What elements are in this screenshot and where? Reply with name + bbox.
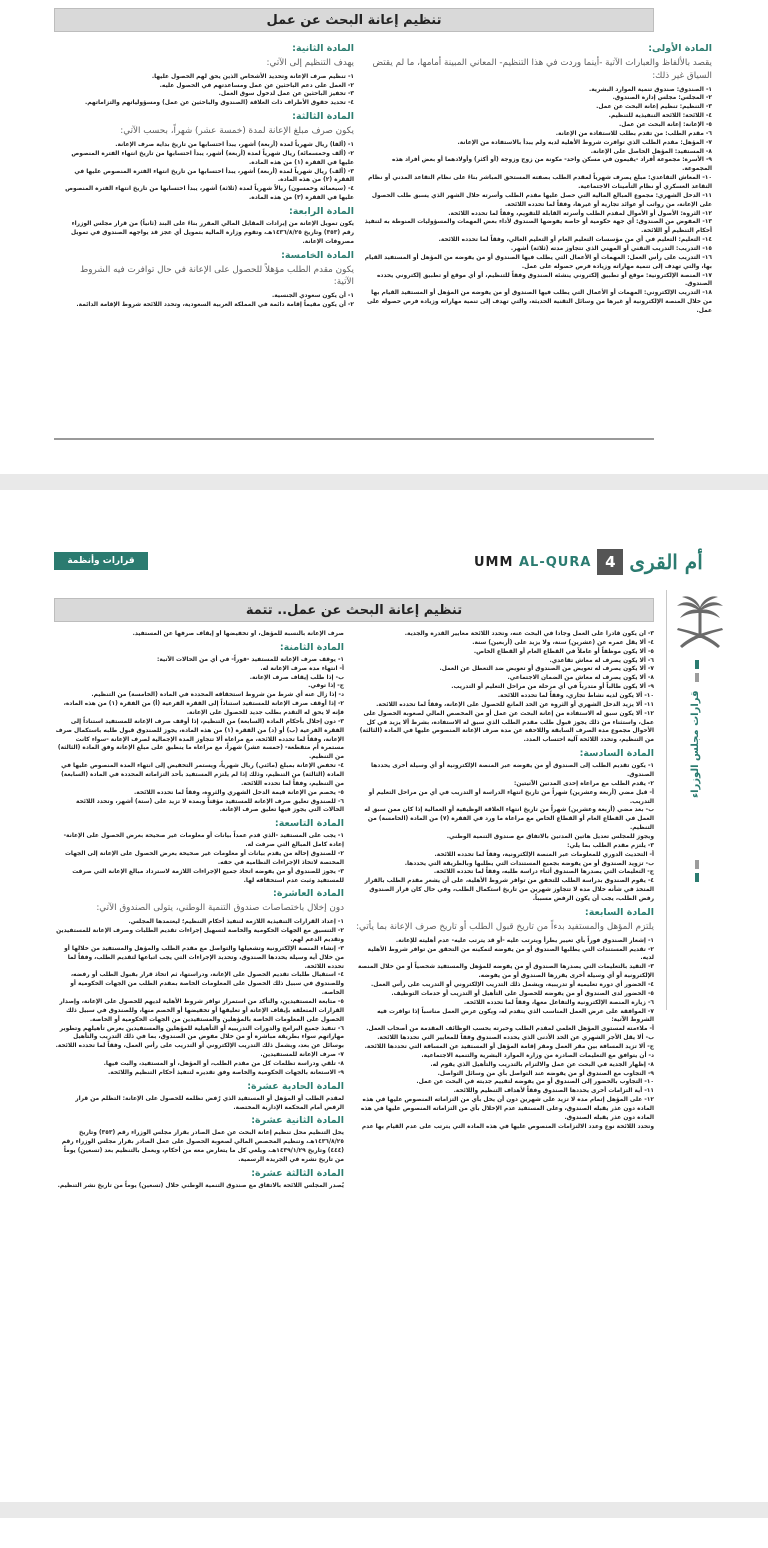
article-item: ١٠- التجاوب بالحضور إلى الصندوق أو من يفوضه لتقييم جديته في البحث عن عمل. [416, 1079, 654, 1086]
article-item: ٧- المؤهل: مقدم الطلب الذي توافرت شروط الأهلية لديه ولم يبدأ بالاستفادة من الإعانة. [457, 139, 712, 146]
left-column [58, 40, 354, 432]
article-item: ٢- إذا أوقف صرف الإعانة للمستفيد استناداً إلى الفقرة الفرعية (أ) من الفقرة (١) من هذه المادة، فإنه لا يحق له التقدم بطلب جديد للحصول على الإعانة. [63, 701, 344, 717]
article-heading: المادة الثالثة: [292, 111, 354, 123]
article-items [58, 141, 354, 203]
side-marks [695, 860, 699, 886]
article-item: ٨- تلقي ودراسة تظلمات كل من مقدم الطلب، أو المؤهل، أو المستفيد، والبت فيها. [103, 1060, 344, 1067]
article-item: أ- ملاءمته لمستوى المؤهل العلمي لمقدم الطلب وخبرته بحسب الوظائف المقدمة من أصحاب العمل. [366, 1026, 654, 1033]
article-item: ٤- يقوم الصندوق بدراسة الطلب للتحقق من توافر شروط الأهلية، على أن يشعر مقدم الطلب بالقرار المتخذ في شأنه خلال مدة لا تتجاوز شهرين من تاريخ استكمال الطلب، وفي حال كان قرار الصندوق رفض الطلب، يجب أن يكون الرفض مسبباً. [364, 878, 654, 903]
article-item: ج- التعليمات التي يصدرها الصندوق أثناء دراسة طلبه، وفقاً لما تحدده اللائحة. [433, 869, 654, 876]
article-item: ب- ألا يقل الأجر الشهري عن الحد الأدنى الذي يحدده الصندوق وفقاً للمعايير التي تحددها اللائحة. [377, 1035, 654, 1042]
article-item: ب- إذا طلب إيقاف صرف الإعانة. [249, 674, 344, 681]
article-item: ١٨- التدريب الإلكتروني: المهمات أو الأعمال التي يطلب فيها الصندوق أو من يفوضه من المؤهل أو المستفيد القيام بها من خلال المنصة الإلكترونية أو غيرها من وسائل التقنية الحديثة، والتي تهدف إلى تنمية مهاراته وزيادة فرص حصوله على عمل. [367, 290, 712, 314]
side-label: قرارات مجلس الوزراء [690, 690, 701, 798]
article-item: ٣- (ألف) ريال شهرياً لمدة (أربعة) أشهر، يبدأ احتسابها من تاريخ انتهاء الفترة المنصوص عليها في الفقرة (٢) من هذه المادة. [74, 168, 354, 184]
article-item: ب- تزويد الصندوق أو من يفوضه بجميع المستندات التي يطلبها وبالطريقة التي يحددها. [404, 860, 654, 867]
side-marks [695, 660, 699, 686]
article-intro: يكون مقدم الطلب مؤهلاً للحصول على الإعانة في حال توافرت فيه الشروط الآتية: [80, 264, 354, 288]
masthead-arabic: أم القرى [629, 550, 703, 574]
article-items [54, 1182, 344, 1191]
left-column [54, 630, 344, 1470]
article-items [354, 937, 654, 1132]
right-column [364, 40, 712, 432]
article-item: ٨- المستفيد: المؤهل الحاصل على الإعانة. [590, 148, 712, 155]
article-heading: المادة الثانية عشرة: [251, 1115, 344, 1127]
section-badge: قرارات وأنظمة [54, 552, 148, 570]
article-item: ٣- دون إخلال بأحكام المادة (السابعة) من التنظيم، إذا أوقف صرف الإعانة للمستفيد استناداً إلى الفقرة الفرعية (ب) أو (د) من الفقرة (١) من هذه المادة، يجوز للصندوق قبول طلبه باستكمال صرف الإعانة، وفقاً لما تحدده اللائحة، مع مراعاة ألا تتجاوز المدة الإجمالية لصرف الإعانة -سواء كانت مستمرة أم متقطعة- (خمسة عشر) شهراً، مع مراعاة ما ينطبق على مبلغ الإعانة وفق المادة (الثالثة) من التنظيم. [55, 718, 344, 761]
article-item: ١٢- على المؤهل إتمام مدة لا تزيد على شهرين دون أن يخل بأي من التزاماته المنصوص عليها في هذه المادة دون عذر يقبله الصندوق، وعلى المستفيد عدم الإخلال بأي من التزاماته المنصوص عليها في هذه المادة دون عذر يقبله الصندوق. [360, 1097, 654, 1121]
article-item: ١- يوقف صرف الإعانة للمستفيد -فوراً- في أي من الحالات الآتية: [157, 656, 344, 663]
article-heading: المادة الثامنة: [279, 641, 344, 653]
article-item: ١٣- المفوض من الصندوق: أي جهة حكومية أو خاصة يفوضها الصندوق لأداء بعض المهمات والمسؤوليات المنوطة به لتنفيذ أحكام التنظيم أو اللائحة. [364, 219, 712, 235]
divider [54, 438, 654, 440]
article-item: ٣- يجوز للصندوق أو من يفوضه اتخاذ جميع الإجراءات اللازمة لاسترداد مبالغ الإعانة التي صرفت للمستفيد وثبت عدم استحقاقه لها. [72, 868, 344, 884]
article-items [354, 630, 654, 745]
article-item: أ- التحديث الدوري للمعلومات عبر المنصة الإلكترونية، وفقاً لما تحدده اللائحة. [434, 851, 654, 858]
article-heading: المادة الحادية عشرة: [247, 1080, 344, 1092]
article-item: د- إذا زال عنه أي شرط من شروط استحقاقه المحددة في المادة (الخامسة) من التنظيم. [91, 692, 344, 699]
article-item: ٧- ألا يكون يصرف له تعويض من الصندوق أو تعويض ضد التعطل عن العمل. [439, 666, 654, 673]
article-intro: دون إخلال باختصاصات صندوق التنمية الوطني، يتولى الصندوق الآتي: [96, 903, 344, 914]
article-item: ٥- متابعة المستفيدين، والتأكد من استمرار توافر شروط الأهلية لديهم للحصول على الإعانة، وإصدار القرارات المتعلقة بإيقاف الإعانة أو تعليقها أو تخفيضها أو الخصم منها، وللصندوق في سبيل ذلك الحصول على المعلومات الخاصة بالمؤهلين والمستفيدين من الجهات الحكومية أو الخاصة. [59, 998, 344, 1023]
article-item: ٤- تخفض الإعانة بمبلغ (مائتي) ريال شهرياً، ويستمر التخفيض إلى انتهاء المدة المنصوص عليها في المادة (الثالثة) من التنظيم، وذلك إذا لم يلتزم المستفيد بأحد التزاماته المحددة في المادة (السابعة) من التنظيم، وفقاً لما تحدده اللائحة. [61, 763, 344, 787]
article-item: وتحدد اللائحة نوع وعدد الالتزامات المنصوص عليها في هذه المادة التي يترتب على عدم القيام بها عدم [361, 1123, 654, 1130]
article-intro: يكون صرف مبلغ الإعانة لمدة (خمسة عشر) شهراً، بحسب الآتي: [120, 126, 354, 137]
article-heading: المادة السابعة: [584, 906, 654, 918]
masthead-english [474, 555, 591, 570]
article-item: ٤- الحضور أي دورة تعليمية أو تدريبية، ويشمل ذلك التدريب الإلكتروني أو التدريب على رأس العمل. [370, 981, 654, 988]
article-items [54, 1129, 344, 1164]
article-heading: المادة العاشرة: [273, 888, 344, 900]
article-item: يكون تمويل الإعانة من إيرادات المقابل المالي المقرر بناءً على البند (ثانياً) من قرار مجلس الوزراء رقم (٣٥٣) وتاريخ ١٤٣٦/٨/٢٥هـ، وتقوم وزارة المالية بتمويل أي عجز قد يواجهه الصندوق في تمويل مصروفات الإعانة. [70, 220, 354, 245]
article-items [364, 86, 712, 316]
article-item: ٩- الاستعانة بالجهات الحكومية والخاصة وفق تقديره لتنفيذ أحكام التنظيم واللائحة. [108, 1069, 344, 1076]
article-item: ١١- ألا يزيد الدخل الشهري أو الثروة عن الحد المانع للحصول على الإعانة، وفقاً لما تحدده اللائحة. [376, 701, 654, 708]
article-item: ٩- الأسرة: مجموعة أفراد -يقيمون في مسكن واحد- مكونة من زوج وزوجة (أو أكثر) وأولادهما أو بعض أفراد هذه المجموعة. [391, 157, 712, 173]
article-item: ٢- العمل على دعم الباحثين عن عمل ومساعدتهم في الحصول عليه. [159, 82, 354, 89]
article-item: ١- إعداد القرارات التنفيذية اللازمة لتنفيذ أحكام التنظيم؛ ليعتمدها المجلس. [128, 919, 344, 926]
article-heading: المادة الثالثة عشرة: [251, 1167, 344, 1179]
article-item: ٢- أن يكون مقيماً إقامة دائمة في المملكة العربية السعودية، وتحدد اللائحة شروط الإقامة الدائمة. [76, 301, 354, 308]
document-page-3 [10, 1518, 758, 1548]
article-item: ج- ألا تزيد المسافة بين مقر العمل ومقر إقامة المؤهل أو المستفيد عن المسافة التي تحددها اللائحة. [364, 1043, 654, 1050]
article-items [354, 762, 654, 904]
article-item: ٩- التجاوب مع الصندوق أو من يفوضه عند التواصل بأي من وسائل التواصل. [437, 1070, 654, 1077]
article-item: ١- الصندوق: صندوق تنمية الموارد البشرية. [588, 86, 712, 93]
article-item: ٣- أن يكون قادراً على العمل وجاداً في البحث عنه، وتحدد اللائحة معايير القدرة والجدية. [404, 631, 654, 637]
article-item: ٣- إنشاء المنصة الإلكترونية وتشغيلها والتواصل مع مقدم الطلب والمؤهل والمستفيد من خلالها أو من خلال أية وسيلة يحددها الصندوق، وتحديد الإجراءات التي يجب اتباعها لتقديم الطلب، وفقاً لما تحدده اللائحة. [64, 945, 344, 970]
article-item: ٤- ألا يقل عمره عن (عشرين) سنة، ولا يزيد على (أربعين) سنة. [472, 639, 654, 646]
page-number: 4 [597, 549, 623, 575]
article-item: ١- أن يكون سعودي الجنسية. [272, 293, 354, 300]
article-item: ٢- يقدم الطلب مع مراعاة إحدى المدتين الآتيتين: [514, 780, 654, 787]
article-item: ٧- صرف الإعانة للمستفيدين. [260, 1052, 344, 1059]
article-item: ١٤- التعليم: التعليم في أي من مؤسسات التعليم العام أو التعليم العالي، وفقاً لما تحدده اللائحة. [438, 237, 712, 244]
article-item: د- أن يتوافق مع التعليمات الصادرة من وزارة الموارد البشرية والتنمية الاجتماعية. [421, 1052, 654, 1059]
article-item: ويجوز للمجلس تعديل هاتين المدتين بالاتفاق مع صندوق التنمية الوطني. [446, 834, 654, 841]
article-item: ١- إشعار الصندوق فوراً بأي تغيير يطرأ ويترتب عليه -أو قد يترتب عليه- عدم أهليته للإعانة. [395, 937, 654, 944]
page-title: تنظيم إعانة البحث عن عمل.. تتمة [54, 598, 654, 622]
article-item: ٥- ألا يكون موظفاً أو عاملاً في القطاع العام أو القطاع الخاص. [473, 648, 654, 655]
article-item: ج- إذا توفي. [308, 683, 344, 690]
page-gap [0, 1502, 768, 1518]
page-title: تنظيم إعانة البحث عن عمل [54, 8, 654, 32]
article-item: ٦- للصندوق تعليق صرف الإعانة للمستفيد مؤقتاً وبمدة لا تزيد على (ستة) أشهر، وتحدد اللائحة الحالات التي يجوز فيها تعليق صرف الإعانة. [75, 798, 344, 814]
article-item: ٤- (سبعمائة وخمسون) ريالاً شهرياً لمدة (ثلاثة) أشهر، يبدأ احتسابها من تاريخ انتهاء الفترة المنصوص عليها في الفقرة (٣) من هذه المادة. [65, 186, 354, 202]
article-items [54, 656, 344, 815]
article-item: ٤- اللائحة: اللائحة التنفيذية للتنظيم. [608, 113, 712, 120]
article-item: ٥- الإعانة: إعانة البحث عن عمل. [618, 121, 712, 128]
article-item: ١٠- ألا يكون لديه نشاط تجاري، وفقاً لما تحدده اللائحة. [497, 693, 654, 700]
article-item: ب- بعد مضي (أربعة وعشرين) شهراً من تاريخ انتهاء العلاقة الوظيفية أو العمالية إذا كان ممن سبق له العمل في القطاع العام أو القطاع الخاص مع مراعاة ما ورد في الفقرة (٧) من المادة (الخامسة) من التنظيم. [364, 807, 654, 832]
side-strip [666, 590, 758, 1010]
right-column [354, 630, 654, 1470]
article-item: ٩- ألا يكون طالباً أو متدرباً في أي مرحلة من مراحل التعليم أو التدريب. [451, 684, 654, 691]
article-item: ٤- تحديد حقوق الأطراف ذات العلاقة (الصندوق والباحثين عن عمل) ومسؤولياتهم والتزاماتهم. [84, 100, 354, 107]
article-item: ٤- استقبال طلبات تقديم الحصول على الإعانة، ودراستها، ثم اتخاذ قرار بقبول الطلب أو رفضه، وللصندوق في سبيل ذلك الحصول على المعلومات الخاصة بمقدم الطلب من الجهات الحكومية أو الخاصة. [70, 972, 344, 997]
article-intro: يهدف التنظيم إلى الآتي: [266, 58, 354, 68]
article-item: ١١- أية التزامات أخرى يحددها الصندوق وفقاً لأهداف التنظيم واللائحة. [453, 1088, 654, 1095]
article-item: ٦- تنفيذ جميع البرامج والدورات التدريبية أو التأهيلية للمؤهلين والمستفيدين بغرض تأهيلهم وتطوير مهاراتهم سواء بطريقة مباشرة أو من خلال مفوض من الصندوق، بما في ذلك التدريب والتأهيل بوسائل عن بعد، ويشمل ذلك التدريب الإلكتروني أو التدريب على رأس العمل، وفقاً لما تحدده اللائحة. [55, 1025, 344, 1050]
article-item: ٦- مقدم الطلب: من تقدم بطلب للاستفادة من الإعانة. [555, 130, 712, 137]
article-heading: المادة التاسعة: [274, 818, 344, 830]
article-item: ٣- يلتزم مقدم الطلب بما يلي: [567, 842, 654, 849]
article-item: ٥- الحضور لدى الصندوق أو من يفوضه للحصول على التأهيل أو التدريب أو خدمات التوظيف. [391, 990, 654, 997]
article-heading: المادة الرابعة: [288, 205, 354, 217]
article-item: ١٧- المنصة الإلكترونية: موقع أو تطبيق إلكتروني ينشئه الصندوق وفقاً للتنظيم، أو أي موقع أو تطبيق إلكتروني يحدده الصندوق. [376, 272, 712, 288]
masthead-english-b: AL-QURA [518, 554, 592, 570]
article-item: ١١- الدخل الشهري: مجموع المبالغ المالية التي حصل عليها مقدم الطلب وأسرته خلال الشهر الذي يسبق طلب الحصول على الإعانة، من رواتب أو عوائد تجارية أو غيرها، وفقاً لما تحدده اللائحة. [371, 192, 712, 208]
article-item: ٢- للصندوق إحالة من يقدم بيانات أو معلومات غير صحيحة بغرض الحصول على الإعانة إلى الجهات المختصة لاتخاذ الإجراءات النظامية في حقه. [64, 851, 344, 866]
article-items [54, 918, 344, 1077]
article-items [58, 73, 354, 108]
article-heading: المادة الثانية: [292, 43, 354, 54]
article-item: ٦- زيارة المنصة الإلكترونية والتفاعل معها، وفقاً لما تحدده اللائحة. [463, 999, 654, 1006]
article-item: يُصدر المجلس اللائحة بالاتفاق مع صندوق التنمية الوطني خلال (تسعين) يوماً من تاريخ نشر التنظيم. [57, 1182, 344, 1189]
article-item: ١٠- المعاش التقاعدي: مبلغ يصرف شهرياً لمقدم الطلب بصفته المستحق المباشر بناءً على نظام التقاعد المدني أو نظام التقاعد العسكري أو نظام التأمينات الاجتماعية. [368, 175, 712, 190]
article-item: أ- قبل مضي (أربعة وعشرين) شهراً من تاريخ انتهاء الدراسة أو التدريب في أي من مراحل التعليم أو التدريب. [368, 789, 654, 805]
article-item: ١- تنظيم صرف الإعانة وتحديد الأشخاص الذين يحق لهم الحصول عليها. [151, 73, 354, 80]
article-item: يحل التنظيم محل تنظيم إعانة البحث عن عمل الصادر بقرار مجلس الوزراء رقم (٣٥٣) وتاريخ ١٤٣٦/٨/٢٥هـ، وتنظيم المخصص المالي لصعوبة الحصول على عمل الصادر بقرار مجلس الوزراء رقم (٤٤٤) وتاريخ ١٤٣٩/١/٢٩هـ، ويلغي كل ما يتعارض معه من أحكام، ويعمل بالتنظيم بعد (تسعين) يوماً من تاريخ نشره في الجريدة الرسمية. [61, 1130, 344, 1163]
article-item: ١- (ألفا) ريال شهرياً لمدة (أربعة) أشهر، يبدأ احتسابها من تاريخ بداية صرف الإعانة. [115, 141, 354, 148]
document-page-1 [10, 0, 758, 474]
article-item: ١- يجب على المستفيد -الذي قدم عمداً بيانات أو معلومات غير صحيحة بغرض الحصول على الإعانة- إعادة كامل المبالغ التي صرفت له. [63, 833, 344, 849]
article-item: ١- يكون تقديم الطلب إلى الصندوق أو من يفوضه عبر المنصة الإلكترونية أو أي وسيلة أخرى يحددها الصندوق. [371, 763, 654, 779]
article-item: ٣- التقيد بالتعليمات التي يصدرها الصندوق أو من يفوضه للمؤهل والمستفيد شخصياً أو من خلال المنصة الإلكترونية أو أي وسيلة أخرى يقررها الصندوق أو من يفوضه. [357, 964, 654, 980]
article-intro: يلتزم المؤهل والمستفيد بدءاً من تاريخ قبول الطلب أو تاريخ صرف الإعانة بما يأتي: [356, 921, 654, 932]
article-item: ٥- يخصم من الإعانة قيمة الدخل الشهري والثروة، وفقاً لما تحدده اللائحة. [134, 789, 344, 796]
document-page-2 [10, 490, 758, 1502]
article-intro: يقصد بالألفاظ والعبارات الآتية -أينما وردت في هذا التنظيم- المعاني المبينة أمامها، ما لم يقتض السياق غير ذلك: [372, 58, 712, 81]
article-item: ٨- ألا يكون يصرف له معاش من الضمان الاجتماعي. [507, 675, 654, 682]
article-items [58, 220, 354, 247]
article-heading: المادة الخامسة: [281, 249, 354, 261]
article-item: ٣- تحفيز الباحثين عن عمل لدخول سوق العمل. [218, 91, 354, 98]
article-item: لمقدم الطلب أو المؤهل أو المستفيد الذي رُفض تظلمه للحصول على الإعانة: التظلم من قرار الرفض أمام المحكمة الإدارية المختصة. [75, 1095, 344, 1111]
article-item: ٢- المجلس: مجلس إدارة الصندوق. [612, 95, 712, 102]
article-item: ٢- التنسيق مع الجهات الحكومية والخاصة لتسهيل إجراءات تقديم الطلبات وصرف الإعانة للمستفيدين وتقديم الدعم لهم. [56, 928, 344, 943]
article-item: ٢- تقديم المستندات التي يطلبها الصندوق أو من يفوضه لتمكينه من التحقق من توافر شروط الأهلية لديه. [367, 946, 654, 962]
article-item: ١٢- ألا يكون سبق له الاستفادة من إعانة البحث عن عمل أو من المخصص المالي لصعوبة الحصول على عمل، واستثناء من ذلك يجوز قبول طلب مقدم الطلب الذي سبق له الاستفادة، بشرط ألا يزيد في كل الأحوال مجموع مدة الصرف السابقة واللاحقة عن مدة صرف الإعانة المنصوص عليها في المادة (الثالثة) من التنظيم، وتحدد اللائحة آلية احتساب المدد. [359, 710, 654, 744]
article-heading: المادة السادسة: [579, 748, 654, 760]
article-item: ٧- الموافقة على عرض العمل المناسب الذي يتقدم له، ويكون عرض العمل مناسباً إذا توافرت فيه الشروط الآتية: [377, 1008, 654, 1024]
article-items [58, 292, 354, 310]
article-item: ٢- (ألف وخمسمائة) ريال شهرياً لمدة (أربعة) أشهر، يبدأ احتسابها من تاريخ انتهاء الفترة المنصوص عليها في الفقرة (١) من هذه المادة. [71, 150, 354, 166]
article-item: ١٥- التدريب: التدريب التقني أو المهني الذي تتجاوز مدته (ثلاثة) أشهر. [510, 245, 712, 252]
article-item: ٣- التنظيم: تنظيم إعانة البحث عن عمل. [596, 104, 712, 111]
article-item: أ- انتهاء مدة صرف الإعانة له. [260, 665, 344, 672]
palm-swords-emblem-icon [674, 594, 726, 652]
article-item: ٨- إظهار الجدية في البحث عن عمل والالتزام بالتدريب والتأهيل الذي يقوم له. [430, 1061, 654, 1068]
article-item: ١٢- الثروة: الأصول أو الأموال لمقدم الطلب وأسرته القابلة للتقويم، وفقاً لما تحدده اللائحة. [448, 210, 712, 217]
masthead [474, 548, 703, 576]
article-items [54, 832, 344, 885]
article-item: صرف الإعانة بالنسبة للمؤهل، أو تخفيضها أو إيقاف صرفها عن المستفيد. [132, 631, 344, 637]
masthead-english-a: UMM [474, 554, 519, 570]
article-item: ١٦- التدريب على رأس العمل: المهمات أو الأعمال التي يطلب فيها الصندوق أو من يفوضه من المؤهل أو المستفيد القيام بها، والتي تهدف إلى تنمية مهاراته وزيادة فرص حصوله على عمل. [364, 254, 712, 270]
article-heading: المادة الأولى: [648, 43, 712, 54]
article-items [54, 1095, 344, 1113]
article-item: ٦- ألا يكون يصرف له معاش تقاعدي. [549, 657, 654, 664]
article-items [54, 630, 344, 639]
page-gap [0, 474, 768, 490]
